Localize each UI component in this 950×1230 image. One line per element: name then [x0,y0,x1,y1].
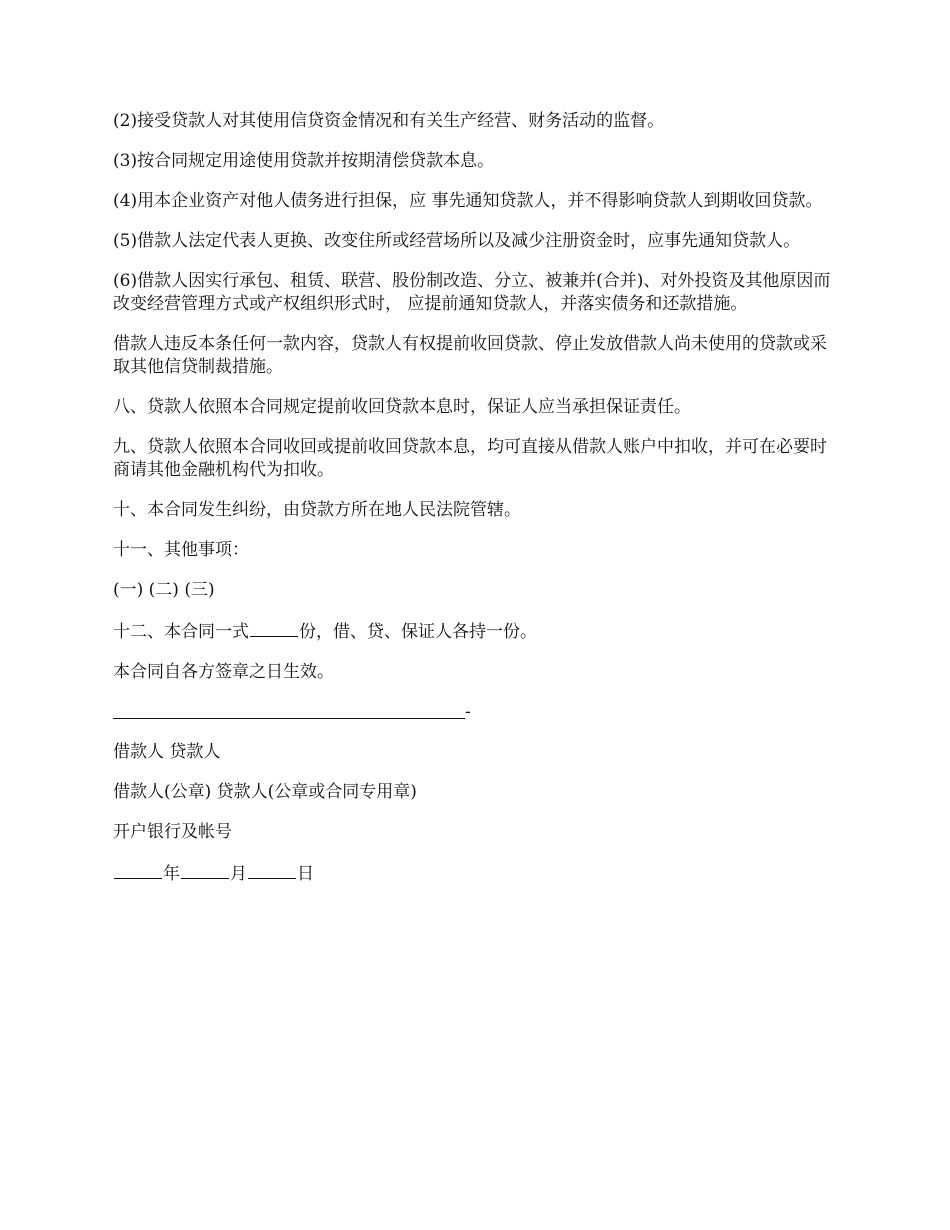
clause-6: (6)借款人因实行承包、租赁、联营、股份制改造、分立、被兼并(合并)、对外投资及其他原因而改变经营管理方式或产权组织形式时， 应提前通知贷款人，并落实债务和还款措施。 [113,271,831,314]
contract-page [113,110,843,903]
effective-statement: 本合同自各方签章之日生效。 [113,662,334,682]
signature-divider [113,701,843,724]
day-label: 日 [297,864,314,884]
copies-blank [250,619,298,637]
bank-account-line: 开户银行及帐号 [113,822,232,842]
article-11: 十一、其他事项： [113,540,249,560]
year-blank [114,861,162,879]
breach-paragraph: 借款人违反本条任何一款内容，贷款人有权提前收回贷款、停止发放借款人尚未使用的贷款或采取其他信贷制裁措施。 [113,334,827,377]
clause-5: (5)借款人法定代表人更换、改变住所或经营场所以及减少注册资金时，应事先通知贷款人。 [113,231,801,251]
article-8: 八、贷款人依照本合同规定提前收回贷款本息时，保证人应当承担保证责任。 [113,397,691,417]
clause-2: (2)接受贷款人对其使用信贷资金情况和有关生产经营、财务活动的监督。 [113,111,665,131]
parties-line: 借款人 贷款人 [113,742,221,762]
article-12-before: 十二、本合同一式 [113,622,249,642]
month-blank [181,861,229,879]
article-12-after: 份，借、贷、保证人各持一份。 [299,622,537,642]
clause-4: (4)用本企业资产对他人债务进行担保，应 事先通知贷款人，并不得影响贷款人到期收回贷款。 [113,191,823,211]
year-label: 年 [163,864,180,884]
clause-3: (3)按合同规定用途使用贷款并按期清偿贷款本息。 [113,151,495,171]
article-10: 十、本合同发生纠纷，由贷款方所在地人民法院管辖。 [113,500,521,520]
other-items: (一) (二) (三) [113,580,215,600]
article-12 [113,619,843,644]
signature-rule-end: - [465,702,471,722]
article-9: 九、贷款人依照本合同收回或提前收回贷款本息，均可直接从借款人账户中扣收，并可在必要时商请其他金融机构代为扣收。 [113,437,827,480]
month-label: 月 [230,864,247,884]
date-line [113,861,843,886]
signature-rule [113,718,465,719]
seals-line: 借款人(公章) 贷款人(公章或合同专用章) [113,782,417,802]
day-blank [248,861,296,879]
